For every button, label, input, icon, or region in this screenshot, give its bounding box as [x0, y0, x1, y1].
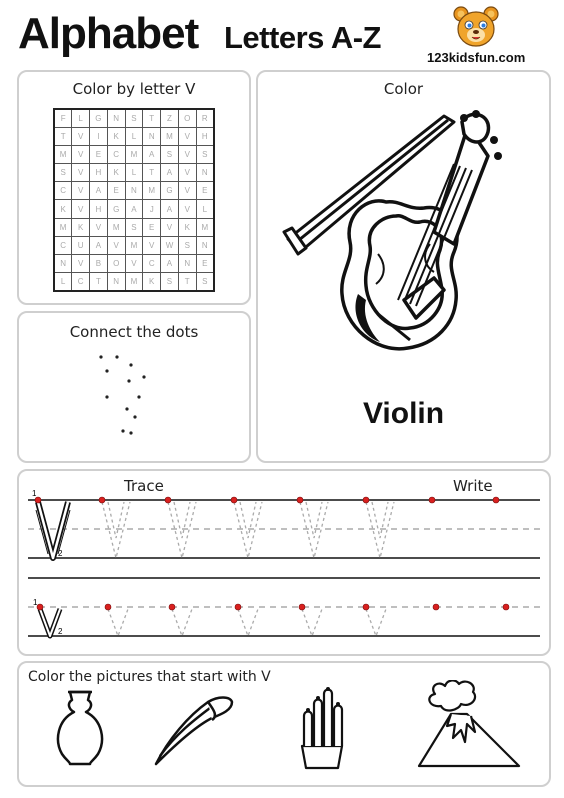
stroke-number-2: 2 — [58, 549, 63, 558]
grid-cell[interactable]: N — [107, 109, 125, 127]
volcano-icon[interactable] — [415, 680, 525, 770]
violin-icon[interactable] — [258, 104, 553, 404]
grid-cell[interactable]: K — [54, 200, 72, 218]
grid-cell[interactable]: N — [125, 182, 143, 200]
color-title: Color — [383, 80, 424, 98]
grid-cell[interactable]: G — [90, 109, 108, 127]
grid-cell[interactable]: L — [125, 164, 143, 182]
grid-cell[interactable]: K — [143, 273, 161, 291]
grid-row — [54, 127, 214, 145]
worksheet-subtitle: Letters A-Z — [224, 20, 381, 55]
grid-cell[interactable]: M — [54, 218, 72, 236]
grid-row — [54, 109, 214, 127]
grid-cell[interactable]: S — [161, 145, 179, 163]
grid-cell[interactable]: H — [90, 164, 108, 182]
grid-cell[interactable]: M — [125, 273, 143, 291]
grid-cell[interactable]: N — [178, 255, 196, 273]
grid-cell[interactable]: M — [54, 145, 72, 163]
grid-cell[interactable]: V — [178, 145, 196, 163]
grid-row — [54, 273, 214, 291]
color-picture-panel — [256, 70, 551, 463]
dot-puzzle[interactable] — [19, 313, 253, 465]
grid-cell[interactable]: H — [90, 200, 108, 218]
picture-label: Violin — [362, 397, 445, 430]
grid-cell[interactable]: M — [143, 182, 161, 200]
svg-text:1: 1 — [33, 598, 38, 607]
grid-cell[interactable]: A — [90, 182, 108, 200]
grid-cell[interactable]: C — [107, 145, 125, 163]
grid-cell[interactable]: N — [54, 255, 72, 273]
connect-dots-panel — [17, 311, 251, 463]
grid-cell[interactable]: E — [107, 182, 125, 200]
svg-text:2: 2 — [58, 627, 63, 636]
grid-cell[interactable]: N — [143, 127, 161, 145]
grid-cell[interactable]: T — [178, 273, 196, 291]
grid-cell[interactable]: V — [125, 255, 143, 273]
grid-cell[interactable]: L — [196, 200, 214, 218]
grid-cell[interactable]: M — [125, 236, 143, 254]
grid-cell[interactable]: G — [107, 200, 125, 218]
grid-cell[interactable]: C — [54, 182, 72, 200]
grid-cell[interactable]: Z — [161, 109, 179, 127]
grid-cell[interactable]: E — [196, 182, 214, 200]
grid-cell[interactable]: A — [161, 164, 179, 182]
grid-cell[interactable]: L — [54, 273, 72, 291]
grid-cell[interactable]: S — [161, 273, 179, 291]
grid-cell[interactable]: V — [161, 218, 179, 236]
grid-cell[interactable]: U — [72, 236, 90, 254]
cactus-icon[interactable] — [292, 686, 352, 770]
grid-cell[interactable]: A — [125, 200, 143, 218]
stroke-number-1: 1 — [32, 489, 37, 498]
grid-cell[interactable]: V — [72, 182, 90, 200]
grid-cell[interactable]: S — [196, 273, 214, 291]
grid-cell[interactable]: E — [143, 218, 161, 236]
grid-cell[interactable]: V — [178, 127, 196, 145]
grid-cell[interactable]: T — [143, 164, 161, 182]
grid-row — [54, 145, 214, 163]
grid-cell[interactable]: C — [54, 236, 72, 254]
grid-cell[interactable]: H — [196, 127, 214, 145]
grid-cell[interactable]: N — [196, 164, 214, 182]
grid-cell[interactable]: N — [107, 273, 125, 291]
grid-cell[interactable]: V — [178, 164, 196, 182]
grid-row — [54, 255, 214, 273]
connect-dots-title: Connect the dots — [69, 323, 199, 341]
site-url: 123kidsfun.com — [427, 50, 526, 65]
grid-row — [54, 182, 214, 200]
grid-cell[interactable]: M — [196, 218, 214, 236]
grid-cell[interactable]: E — [196, 255, 214, 273]
grid-row — [54, 164, 214, 182]
grid-cell[interactable]: O — [178, 109, 196, 127]
grid-row — [54, 236, 214, 254]
grid-cell[interactable]: L — [125, 127, 143, 145]
grid-cell[interactable]: F — [54, 109, 72, 127]
grid-row — [54, 218, 214, 236]
grid-cell[interactable]: W — [161, 236, 179, 254]
grid-cell[interactable]: O — [107, 255, 125, 273]
grid-cell[interactable]: G — [161, 182, 179, 200]
grid-cell[interactable]: V — [72, 145, 90, 163]
grid-cell[interactable]: S — [178, 236, 196, 254]
grid-cell[interactable]: R — [196, 109, 214, 127]
grid-cell[interactable]: C — [143, 255, 161, 273]
color-by-letter-title: Color by letter V — [72, 80, 196, 98]
grid-cell[interactable]: S — [125, 218, 143, 236]
write-label: Write — [453, 477, 493, 495]
grid-cell[interactable]: M — [125, 145, 143, 163]
grid-cell[interactable]: J — [143, 200, 161, 218]
grid-cell[interactable]: T — [143, 109, 161, 127]
grid-cell[interactable]: V — [107, 236, 125, 254]
bear-logo-icon — [452, 4, 500, 50]
grid-cell[interactable]: S — [125, 109, 143, 127]
grid-cell[interactable]: M — [161, 127, 179, 145]
letter-grid — [53, 108, 215, 292]
trace-label: Trace — [124, 477, 164, 495]
grid-cell[interactable]: K — [178, 218, 196, 236]
grid-cell[interactable]: A — [90, 236, 108, 254]
grid-cell[interactable]: K — [72, 218, 90, 236]
grid-cell[interactable]: T — [90, 273, 108, 291]
grid-cell[interactable]: L — [72, 109, 90, 127]
grid-cell[interactable]: A — [143, 145, 161, 163]
grid-cell[interactable]: V — [72, 164, 90, 182]
grid-cell[interactable]: K — [107, 127, 125, 145]
grid-cell[interactable]: B — [90, 255, 108, 273]
grid-cell[interactable]: S — [196, 145, 214, 163]
grid-row — [54, 200, 214, 218]
grid-cell[interactable]: K — [107, 164, 125, 182]
grid-cell[interactable]: C — [72, 273, 90, 291]
grid-cell[interactable]: V — [72, 255, 90, 273]
grid-cell[interactable]: V — [178, 200, 196, 218]
grid-cell[interactable]: V — [72, 127, 90, 145]
grid-cell[interactable]: E — [90, 145, 108, 163]
grid-cell[interactable]: V — [72, 200, 90, 218]
tracing-lines[interactable] — [0, 470, 564, 660]
grid-cell[interactable]: A — [161, 200, 179, 218]
worksheet-title: Alphabet — [18, 9, 199, 58]
grid-cell[interactable]: A — [161, 255, 179, 273]
grid-cell[interactable]: S — [54, 164, 72, 182]
pictures-title: Color the pictures that start with V — [28, 669, 271, 685]
grid-cell[interactable]: V — [143, 236, 161, 254]
grid-cell[interactable]: I — [90, 127, 108, 145]
grid-cell[interactable]: V — [178, 182, 196, 200]
venus-flytrap-icon[interactable] — [148, 690, 238, 770]
grid-cell[interactable]: N — [196, 236, 214, 254]
grid-cell[interactable]: M — [107, 218, 125, 236]
grid-cell[interactable]: V — [90, 218, 108, 236]
vase-icon[interactable] — [50, 688, 110, 768]
grid-cell[interactable]: T — [54, 127, 72, 145]
